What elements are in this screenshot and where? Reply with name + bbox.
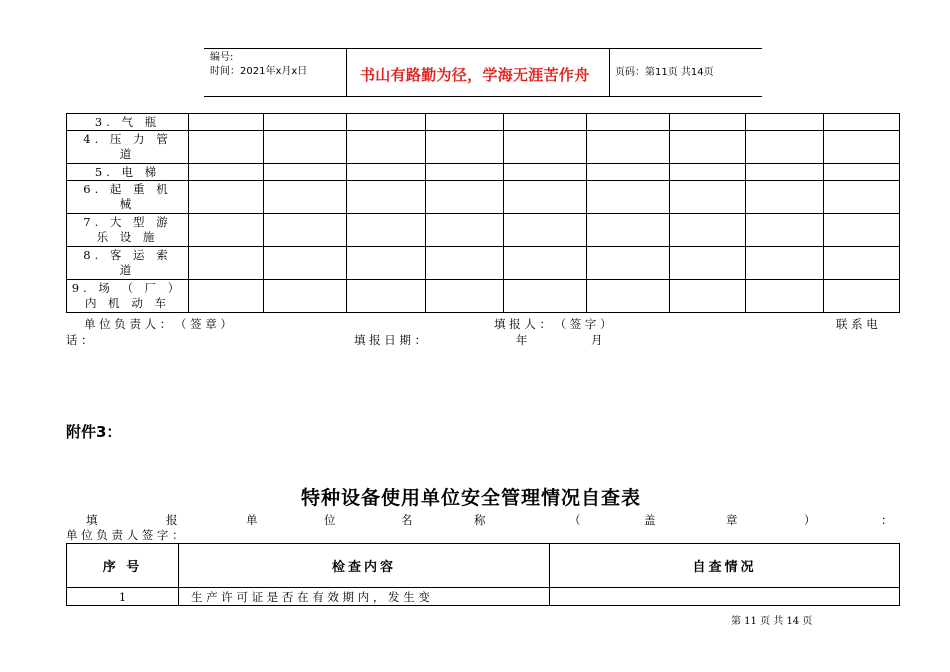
table-cell[interactable]	[824, 280, 900, 313]
table-cell[interactable]	[347, 131, 426, 164]
row-content: 生 产 许 可 证 是 否 在 有 效 期 内 ， 发 生 变	[179, 588, 550, 606]
self-check-table	[66, 543, 900, 606]
table-cell[interactable]	[426, 214, 504, 247]
attachment-label: 附件3：	[66, 423, 122, 441]
table-cell[interactable]	[264, 247, 347, 280]
form-title: 特种设备使用单位安全管理情况自查表	[301, 487, 642, 509]
equipment-label-line: 5. 电 梯	[94, 164, 161, 179]
table-cell[interactable]	[587, 131, 670, 164]
table-cell[interactable]	[504, 131, 587, 164]
table-cell[interactable]	[824, 131, 900, 164]
table-row	[67, 181, 900, 214]
table-cell[interactable]	[670, 164, 746, 181]
table-cell[interactable]	[824, 214, 900, 247]
table-cell[interactable]	[587, 247, 670, 280]
row-status[interactable]	[550, 588, 900, 606]
unit-name-char: ：	[881, 513, 893, 527]
equipment-label-line: 3. 气 瓶	[94, 114, 161, 129]
equipment-label-line: 乐 设 施	[96, 230, 159, 244]
equipment-type-label	[67, 164, 189, 181]
table-cell[interactable]	[347, 214, 426, 247]
table-row	[67, 588, 900, 606]
unit-name-char: 报	[166, 513, 178, 527]
equipment-label-line: 7. 大 型 游	[83, 215, 172, 229]
row-index: 1	[67, 588, 179, 606]
equipment-label-line: 道	[119, 263, 136, 277]
table-cell[interactable]	[746, 280, 824, 313]
unit-name-char: 盖	[644, 513, 656, 527]
table-cell[interactable]	[264, 280, 347, 313]
table-cell[interactable]	[264, 181, 347, 214]
table-cell[interactable]	[504, 214, 587, 247]
table-row	[67, 280, 900, 313]
equipment-label-line: 4. 压 力 管	[83, 132, 172, 146]
table-cell[interactable]	[347, 247, 426, 280]
header-content: 检查内容	[179, 544, 550, 588]
table-cell[interactable]	[670, 114, 746, 131]
equipment-type-label	[67, 214, 189, 247]
check-table-header-row	[67, 544, 900, 588]
header-top-rule	[204, 48, 762, 49]
table-cell[interactable]	[426, 280, 504, 313]
table-row	[67, 114, 900, 131]
unit-name-char: 填	[86, 513, 98, 527]
table-cell[interactable]	[426, 247, 504, 280]
table-cell[interactable]	[347, 280, 426, 313]
unit-name-char: 位	[324, 513, 336, 527]
table-cell[interactable]	[746, 164, 824, 181]
table-cell[interactable]	[504, 164, 587, 181]
table-cell[interactable]	[347, 181, 426, 214]
fill-date-year: 年	[516, 333, 528, 347]
equipment-type-label	[67, 280, 189, 313]
table-cell[interactable]	[347, 164, 426, 181]
table-cell[interactable]	[824, 181, 900, 214]
table-cell[interactable]	[189, 181, 264, 214]
table-cell[interactable]	[426, 164, 504, 181]
table-cell[interactable]	[824, 114, 900, 131]
unit-name-char: 单	[246, 513, 258, 527]
table-cell[interactable]	[746, 247, 824, 280]
table-cell[interactable]	[587, 214, 670, 247]
document-code-label: 编号:	[210, 52, 234, 63]
table-cell[interactable]	[426, 114, 504, 131]
header-status: 自查情况	[550, 544, 900, 588]
header-divider-right	[609, 48, 610, 97]
header-motto: 书山有路勤为径，学海无涯苦作舟	[360, 66, 590, 84]
table-cell[interactable]	[426, 181, 504, 214]
unit-head-signature: 单 位 负 责 人 ： （ 签 章 ）	[84, 317, 232, 331]
page-footer: 第 11 页 共 14 页	[731, 616, 813, 627]
table-cell[interactable]	[189, 114, 264, 131]
equipment-label-line: 械	[119, 197, 136, 211]
table-cell[interactable]	[189, 214, 264, 247]
table-row	[67, 131, 900, 164]
unit-name-char: ）	[804, 513, 816, 527]
table-cell[interactable]	[189, 247, 264, 280]
equipment-label-line: 6. 起 重 机	[83, 182, 172, 196]
table-cell[interactable]	[746, 214, 824, 247]
table-cell[interactable]	[189, 280, 264, 313]
equipment-type-label	[67, 181, 189, 214]
table-cell[interactable]	[504, 247, 587, 280]
fill-date-month: 月	[591, 333, 603, 347]
table-cell[interactable]	[189, 131, 264, 164]
unit-name-char: 章	[726, 513, 738, 527]
table-cell[interactable]	[670, 181, 746, 214]
table-cell[interactable]	[670, 280, 746, 313]
table-row	[67, 214, 900, 247]
unit-name-field	[66, 513, 893, 528]
unit-name-char: （	[569, 513, 581, 527]
table-cell[interactable]	[264, 164, 347, 181]
header-page-info: 页码：第11页 共14页	[615, 67, 714, 78]
table-cell[interactable]	[264, 131, 347, 164]
table-cell[interactable]	[587, 164, 670, 181]
table-cell[interactable]	[746, 181, 824, 214]
document-time: 时间：2021年x月x日	[210, 66, 308, 77]
unit-name-char: 称	[474, 513, 486, 527]
header-divider-left	[346, 48, 347, 97]
fill-date-label: 填 报 日 期 ：	[354, 333, 427, 347]
equipment-type-label	[67, 114, 189, 131]
filler-signature: 填 报 人 ： （ 签 字 ）	[494, 317, 612, 331]
contact-phone-label-end: 话 ：	[66, 333, 93, 347]
unit-head-sign-label: 单 位 负 责 人 签 字 ：	[66, 528, 184, 542]
table-cell[interactable]	[824, 164, 900, 181]
table-cell[interactable]	[347, 114, 426, 131]
table-cell[interactable]	[426, 131, 504, 164]
table-cell[interactable]	[670, 131, 746, 164]
table-cell[interactable]	[264, 214, 347, 247]
equipment-type-label	[67, 247, 189, 280]
table-cell[interactable]	[504, 280, 587, 313]
equipment-type-label	[67, 131, 189, 164]
table-cell[interactable]	[504, 181, 587, 214]
contact-phone-label: 联 系 电	[836, 317, 878, 331]
table-cell[interactable]	[746, 131, 824, 164]
table-row	[67, 164, 900, 181]
table-cell[interactable]	[264, 114, 347, 131]
equipment-label-line: 8. 客 运 索	[83, 248, 172, 262]
table-cell[interactable]	[587, 181, 670, 214]
table-cell[interactable]	[587, 280, 670, 313]
table-cell[interactable]	[504, 114, 587, 131]
table-row	[67, 247, 900, 280]
header-bottom-rule	[204, 96, 762, 97]
equipment-label-line: 道	[119, 147, 136, 161]
equipment-label-line: 内 机 动 车	[85, 296, 170, 310]
equipment-label-line: 9. 场 （ 厂 ）	[71, 281, 184, 295]
table-cell[interactable]	[670, 247, 746, 280]
table-cell[interactable]	[587, 114, 670, 131]
table-cell[interactable]	[670, 214, 746, 247]
table-cell[interactable]	[824, 247, 900, 280]
table-cell[interactable]	[189, 164, 264, 181]
table-cell[interactable]	[746, 114, 824, 131]
header-index: 序 号	[67, 544, 179, 588]
equipment-table	[66, 113, 900, 313]
unit-name-char: 名	[401, 513, 413, 527]
